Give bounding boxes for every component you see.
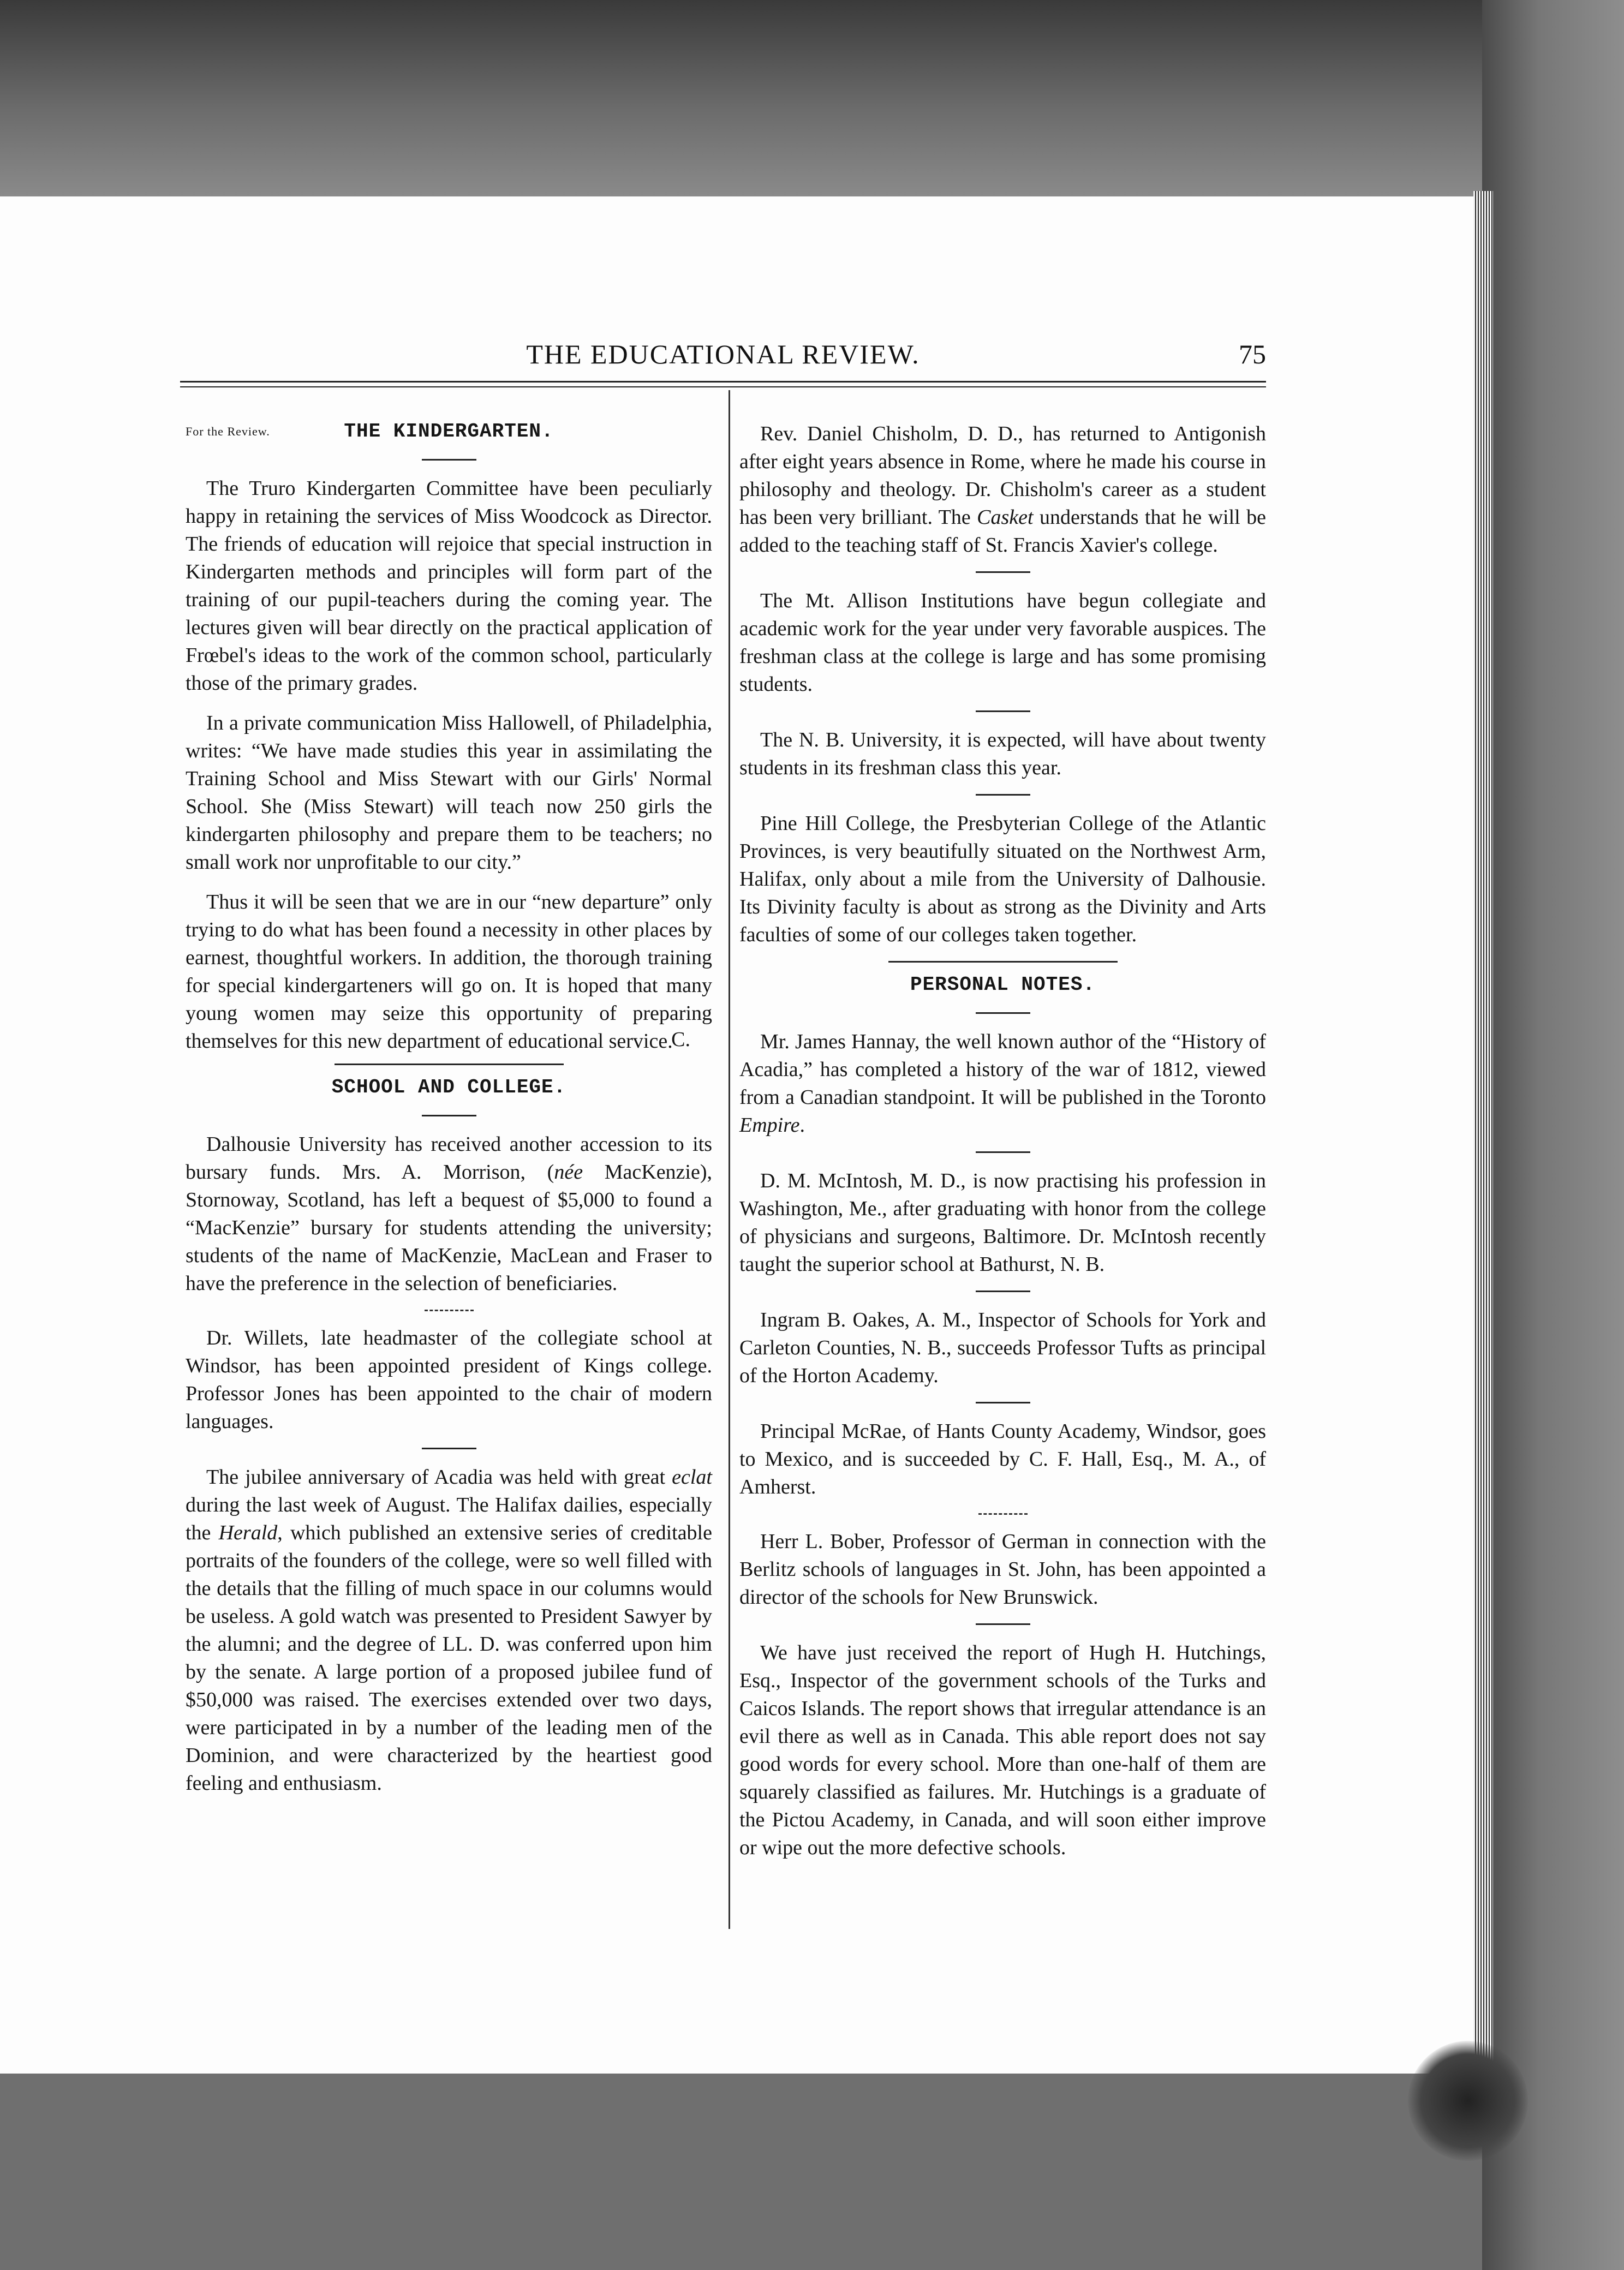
news-paragraph: Pine Hill College, the Presbyterian College of the Atlantic Provinces, is very beautifully situated on the Northwest Arm, Halifax, only about a mile from the University of Dalhousie. Its Divinity faculty is about as strong as the Divinity and Arts faculties of some of our colleges taken together. <box>739 812 1266 946</box>
item-separator <box>976 1151 1030 1153</box>
item-separator <box>425 1310 474 1311</box>
text-run: Rev. Daniel Chisholm, D. D., has returned to Antigonish after eight years absence in Rome, where he made his course in philosophy and theology. Dr. Chisholm's career as a student has been very brilliant. The <box>739 422 1266 529</box>
text-run: Mr. James Hannay, the well known author of the “History of Acadia,” has completed a history of the war of 1812, viewed from a Canadian standpoint. It will be published in the Toronto <box>739 1030 1266 1109</box>
running-header <box>180 338 1266 382</box>
kindergarten-paragraph: The Truro Kindergarten Committee have been peculiarly happy in retaining the services of Miss Woodcock as Director. The friends of education will rejoice that special instruction in Kindergarten methods and principles will form part of the training of our pupil-teachers during the coming year. The lectures given will bear directly on the practical application of Frœbel's ideas to the work of the common school, particularly those of the primary grades. <box>186 477 712 695</box>
school-paragraph: Dr. Willets, late headmaster of the collegiate school at Windsor, has been appointed president of Kings college. Professor Jones has been appointed to the chair of modern languages. <box>186 1327 712 1433</box>
italic-run: née <box>554 1161 583 1184</box>
heading-underline <box>976 1012 1030 1014</box>
text-run: during the last week of August. The Halifax dailies, especially the <box>186 1494 712 1544</box>
scan-background-right <box>1482 0 1624 2270</box>
school-paragraph <box>186 1131 712 1298</box>
scan-background-top <box>0 0 1624 196</box>
school-paragraph <box>186 1463 712 1797</box>
header-rule-bottom <box>180 386 1266 387</box>
news-paragraph: The N. B. University, it is expected, will have about twenty students in its freshman class this year. <box>739 728 1266 779</box>
left-column <box>186 420 712 1809</box>
personal-notes-heading: PERSONAL NOTES. <box>910 973 1096 996</box>
kindergarten-paragraph: Thus it will be seen that we are in our “new departure” only trying to do what has been found a necessity in other places by earnest, thoughtful workers. In addition, the thorough training for special kindergarteners will go on. It is hoped that many young women may seize this opportunity of preparing themselves for this new department of educational service. <box>186 891 712 1053</box>
scan-shadow <box>1408 2041 1528 2161</box>
signature: C. <box>671 1028 690 1051</box>
kindergarten-paragraph: In a private communication Miss Hallowell, of Philadelphia, writes: “We have made studies this year in assimilating the Training School and Miss Stewart with our Girls' Normal School. She (Miss Stewart) will teach now 250 girls the kindergarten philosophy and prepare them to be teachers; no small work nor unprofitable to our city.” <box>186 712 712 874</box>
page-edge-stack <box>1473 191 1493 2079</box>
personal-paragraph: D. M. McIntosh, M. D., is now practising his profession in Washington, Me., after graduating with honor from the college of physicians and surgeons, Baltimore. Dr. McIntosh recently taught the superior school at Bathurst, N. B. <box>739 1169 1266 1276</box>
school-college-heading: SCHOOL AND COLLEGE. <box>331 1076 566 1098</box>
personal-paragraph: Ingram B. Oakes, A. M., Inspector of Schools for York and Carleton Counties, N. B., succeeds Professor Tufts as principal of the Horton Academy. <box>739 1309 1266 1387</box>
item-separator <box>976 1402 1030 1403</box>
header-rule-top <box>180 381 1266 383</box>
item-separator <box>976 571 1030 573</box>
section-rule <box>335 1064 564 1065</box>
text-run: MacKenzie), Stornoway, Scotland, has left a bequest of $5,000 to found a “MacKenzie” bursary for students attending the university; students of the name of MacKenzie, MacLean and Fraser to have the preference in the selection of beneficiaries. <box>186 1161 713 1295</box>
item-separator <box>978 1513 1028 1515</box>
item-separator <box>976 1623 1030 1625</box>
text-run: Dalhousie University has received another accession to its bursary funds. Mrs. A. Morrison, ( <box>186 1133 712 1184</box>
journal-title: THE EDUCATIONAL REVIEW. <box>526 339 920 369</box>
news-paragraph <box>739 420 1266 559</box>
personal-paragraph: Principal McRae, of Hants County Academy, Windsor, goes to Mexico, and is succeeded by C. F. Hall, Esq., M. A., of Amherst. <box>739 1420 1266 1498</box>
text-run: understands that he will be added to the teaching staff of St. Francis Xavier's college. <box>739 506 1266 557</box>
item-separator <box>422 1448 476 1449</box>
right-column <box>739 420 1266 1874</box>
page-number: 75 <box>1239 339 1266 369</box>
text-run: , which published an extensive series of creditable portraits of the founders of the college, were so well filled with the details that the filling of much space in our columns would be useless. A gold watch was presented to President Sawyer by the alumni; and the degree of LL. D. was conferred upon him by the senate. A large portion of a proposed jubilee fund of $50,000 was raised. The exercises extended over two days, were participated in by a number of the leading men of the Dominion, and were characterized by the heartiest good feeling and enthusiasm. <box>186 1521 712 1795</box>
heading-underline <box>422 1115 476 1116</box>
italic-run: Herald <box>218 1521 278 1544</box>
italic-run: Casket <box>977 506 1034 529</box>
text-run: The jubilee anniversary of Acadia was held with great <box>206 1466 672 1489</box>
byline: For the Review. <box>186 425 270 438</box>
italic-run: Empire <box>739 1114 800 1137</box>
kindergarten-heading: THE KINDERGARTEN. <box>344 420 554 443</box>
journal-page <box>0 196 1473 2074</box>
personal-paragraph <box>739 1028 1266 1139</box>
personal-paragraph: We have just received the report of Hugh H. Hutchings, Esq., Inspector of the government schools of the Turks and Caicos Islands. The report shows that irregular attendance is an evil there as well as in Canada. This able report does not say good words for every school. More than one-half of them are squarely classified as failures. Mr. Hutchings is a graduate of the Pictou Academy, in Canada, and will soon either improve or wipe out the more defective schools. <box>739 1641 1266 1859</box>
item-separator <box>976 794 1030 796</box>
personal-paragraph: Herr L. Bober, Professor of German in connection with the Berlitz schools of languages in St. John, has been appointed a director of the schools for New Brunswick. <box>739 1530 1266 1609</box>
heading-underline <box>422 459 476 461</box>
column-divider <box>729 390 730 1929</box>
text-run: . <box>799 1114 805 1137</box>
section-rule <box>888 961 1118 963</box>
italic-run: eclat <box>672 1466 712 1489</box>
item-separator <box>976 710 1030 712</box>
news-paragraph: The Mt. Allison Institutions have begun collegiate and academic work for the year under very favorable auspices. The freshman class at the college is large and has some promising students. <box>739 589 1266 696</box>
item-separator <box>976 1291 1030 1292</box>
